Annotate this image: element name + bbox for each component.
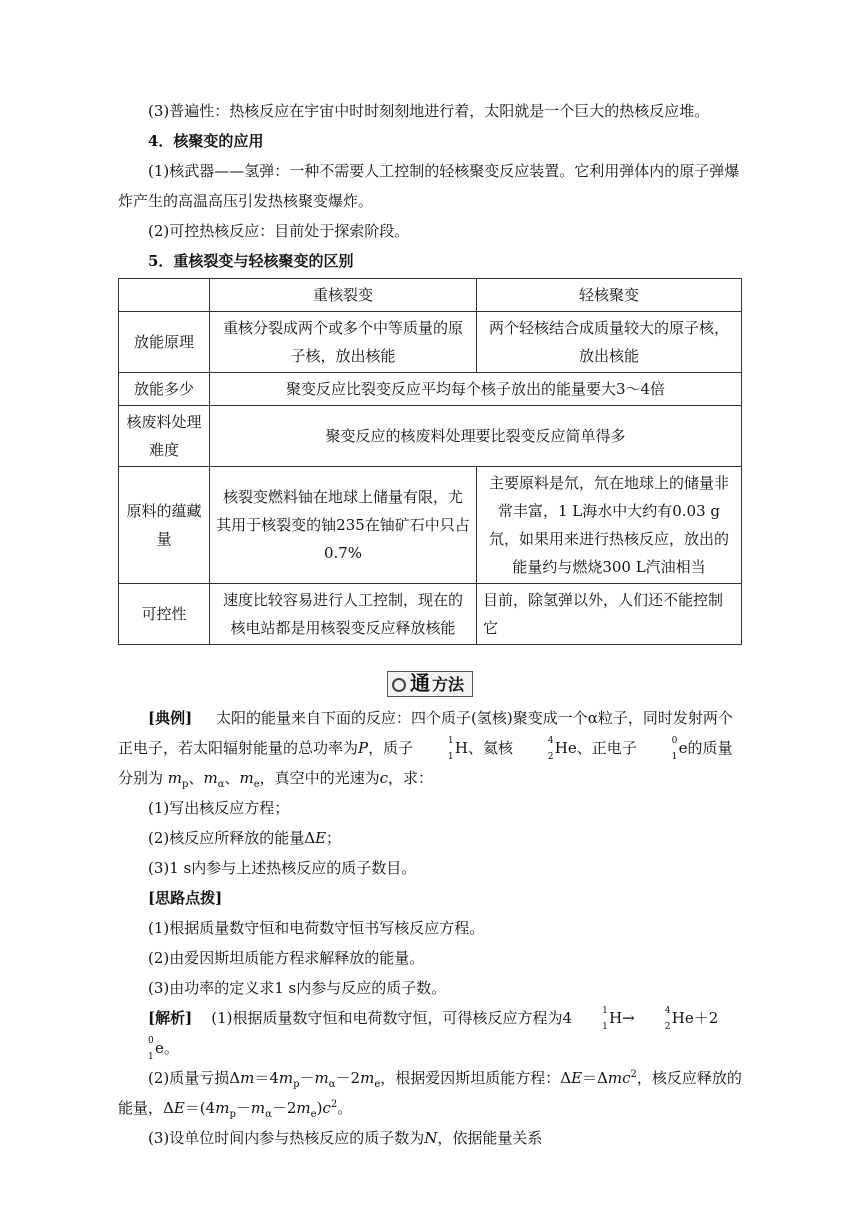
example-text: 太阳的能量来自下面的反应：四个质子(氢核)聚变成一个α粒子，同时发射两个正电子，若太阳辐射能量的总功率为: [118, 709, 733, 757]
hint-1: (1)根据质量数守恒和电荷数守恒书写核反应方程。: [148, 919, 485, 937]
controlled-line: (2)可控热核反应：目前处于探索阶段。: [148, 222, 410, 240]
method-badge-big: 通: [409, 671, 430, 695]
light-speed-symbol: c: [379, 769, 389, 787]
fusion-cell: 主要原料是氘，氘在地球上的储量非常丰富，1 L海水中大约有0.03 g氘，如果用来进行热核反应，放出的能量约与燃烧300 L汽油相当: [477, 467, 742, 584]
isotope-hydrogen: 1 1 H: [447, 736, 468, 762]
solution-tag: [解析]: [148, 1009, 193, 1027]
merged-cell: 聚变反应的核废料处理要比裂变反应简单得多: [210, 406, 742, 467]
example-text: ，质子: [368, 739, 414, 757]
table-header-row: [119, 279, 742, 312]
row-label: 放能原理: [119, 312, 210, 373]
question-2: (2)核反应所释放的能量ΔE；: [148, 829, 342, 847]
solution-3: (3)设单位时间内参与热核反应的质子数为N，依据能量关系: [148, 1129, 543, 1147]
fission-cell: 核裂变燃料铀在地球上储量有限，尤其用于核裂变的铀235在铀矿石中只占0.7%: [210, 467, 477, 584]
heading-difference: 5．重核裂变与轻核聚变的区别: [148, 252, 354, 270]
fission-cell: 重核分裂成两个或多个中等质量的原子核，放出核能: [210, 312, 477, 373]
isotope-positron: 0 1 e: [671, 736, 688, 762]
table-row: [119, 312, 742, 373]
example-tag: [典例]: [148, 709, 193, 727]
example-text: ，真空中的光速为: [259, 769, 380, 787]
row-label: 核废料处理难度: [119, 406, 210, 467]
merged-cell: 聚变反应比裂变反应平均每个核子放出的能量要大3～4倍: [210, 373, 742, 406]
method-badge: [387, 671, 473, 697]
hint-2: (2)由爱因斯坦质能方程求解释放的能量。: [148, 949, 425, 967]
fission-cell: 速度比较容易进行人工控制，现在的核电站都是用核裂变反应释放核能: [210, 584, 477, 645]
fusion-cell: 目前，除氢弹以外，人们还不能控制它: [477, 584, 742, 645]
table-row: [119, 467, 742, 584]
example-text: 、氦核: [468, 739, 514, 757]
power-symbol: P: [358, 739, 369, 757]
table-header-cell: 重核裂变: [210, 279, 477, 312]
comparison-table: [118, 278, 742, 645]
document-page: [118, 96, 742, 1153]
example-text: 、正电子: [576, 739, 637, 757]
hint-3: (3)由功率的定义求1 s内参与反应的质子数。: [148, 979, 447, 997]
circle-icon: [392, 678, 406, 692]
heading-fusion-applications: 4．核聚变的应用: [148, 132, 264, 150]
solution-1: [解析] (1)根据质量数守恒和电荷数守恒，可得核反应方程为4 1 1 H→ 4 2 He＋2 0 1 e。: [148, 1006, 719, 1062]
row-label: 放能多少: [119, 373, 210, 406]
row-label: 可控性: [119, 584, 210, 645]
universality-line: (3)普遍性：热核反应在宇宙中时时刻刻地进行着，太阳就是一个巨大的热核反应堆。: [148, 102, 710, 120]
table-row: [119, 373, 742, 406]
hints-tag: [思路点拨]: [148, 889, 223, 907]
section-method-title: [118, 671, 742, 697]
question-1: (1)写出核反应方程；: [148, 799, 290, 817]
weapon-line: (1)核武器——氢弹：一种不需要人工控制的轻核聚变反应装置。它利用弹体内的原子弹爆炸产生的高温高压引发热核聚变爆炸。: [118, 162, 740, 210]
table-header-cell: 轻核聚变: [477, 279, 742, 312]
table-header-cell: [119, 279, 210, 312]
example-paragraph: [典例] 太阳的能量来自下面的反应：四个质子(氢核)聚变成一个α粒子，同时发射两个正电子，若太阳辐射能量的总功率为P，质子 1 1 H、氦核 4 2 He、正电子 0 1 e的质量分别为 $m_p$、$m_\alpha$、$m_e$，真空中的光速为c，求：: [118, 709, 733, 790]
isotope-helium: 4 2 He: [547, 736, 577, 762]
table-row: [119, 406, 742, 467]
method-badge-rest: 方法: [431, 675, 464, 694]
question-3: (3)1 s内参与上述热核反应的质子数目。: [148, 859, 417, 877]
table-row: [119, 584, 742, 645]
solution-2: (2)质量亏损$\Delta m=4m_p-m_\alpha-2m_e$，根据爱因斯坦质能方程：ΔE＝Δmc$^2$，核反应释放的能量，$\Delta E=(4m_p-m_\alpha-2m_e)c^2$。: [118, 1069, 742, 1120]
row-label: 原料的蕴藏量: [119, 467, 210, 584]
example-text: ，求：: [388, 769, 434, 787]
fusion-cell: 两个轻核结合成质量较大的原子核，放出核能: [477, 312, 742, 373]
example-text: 的质量分别为: [118, 739, 733, 787]
